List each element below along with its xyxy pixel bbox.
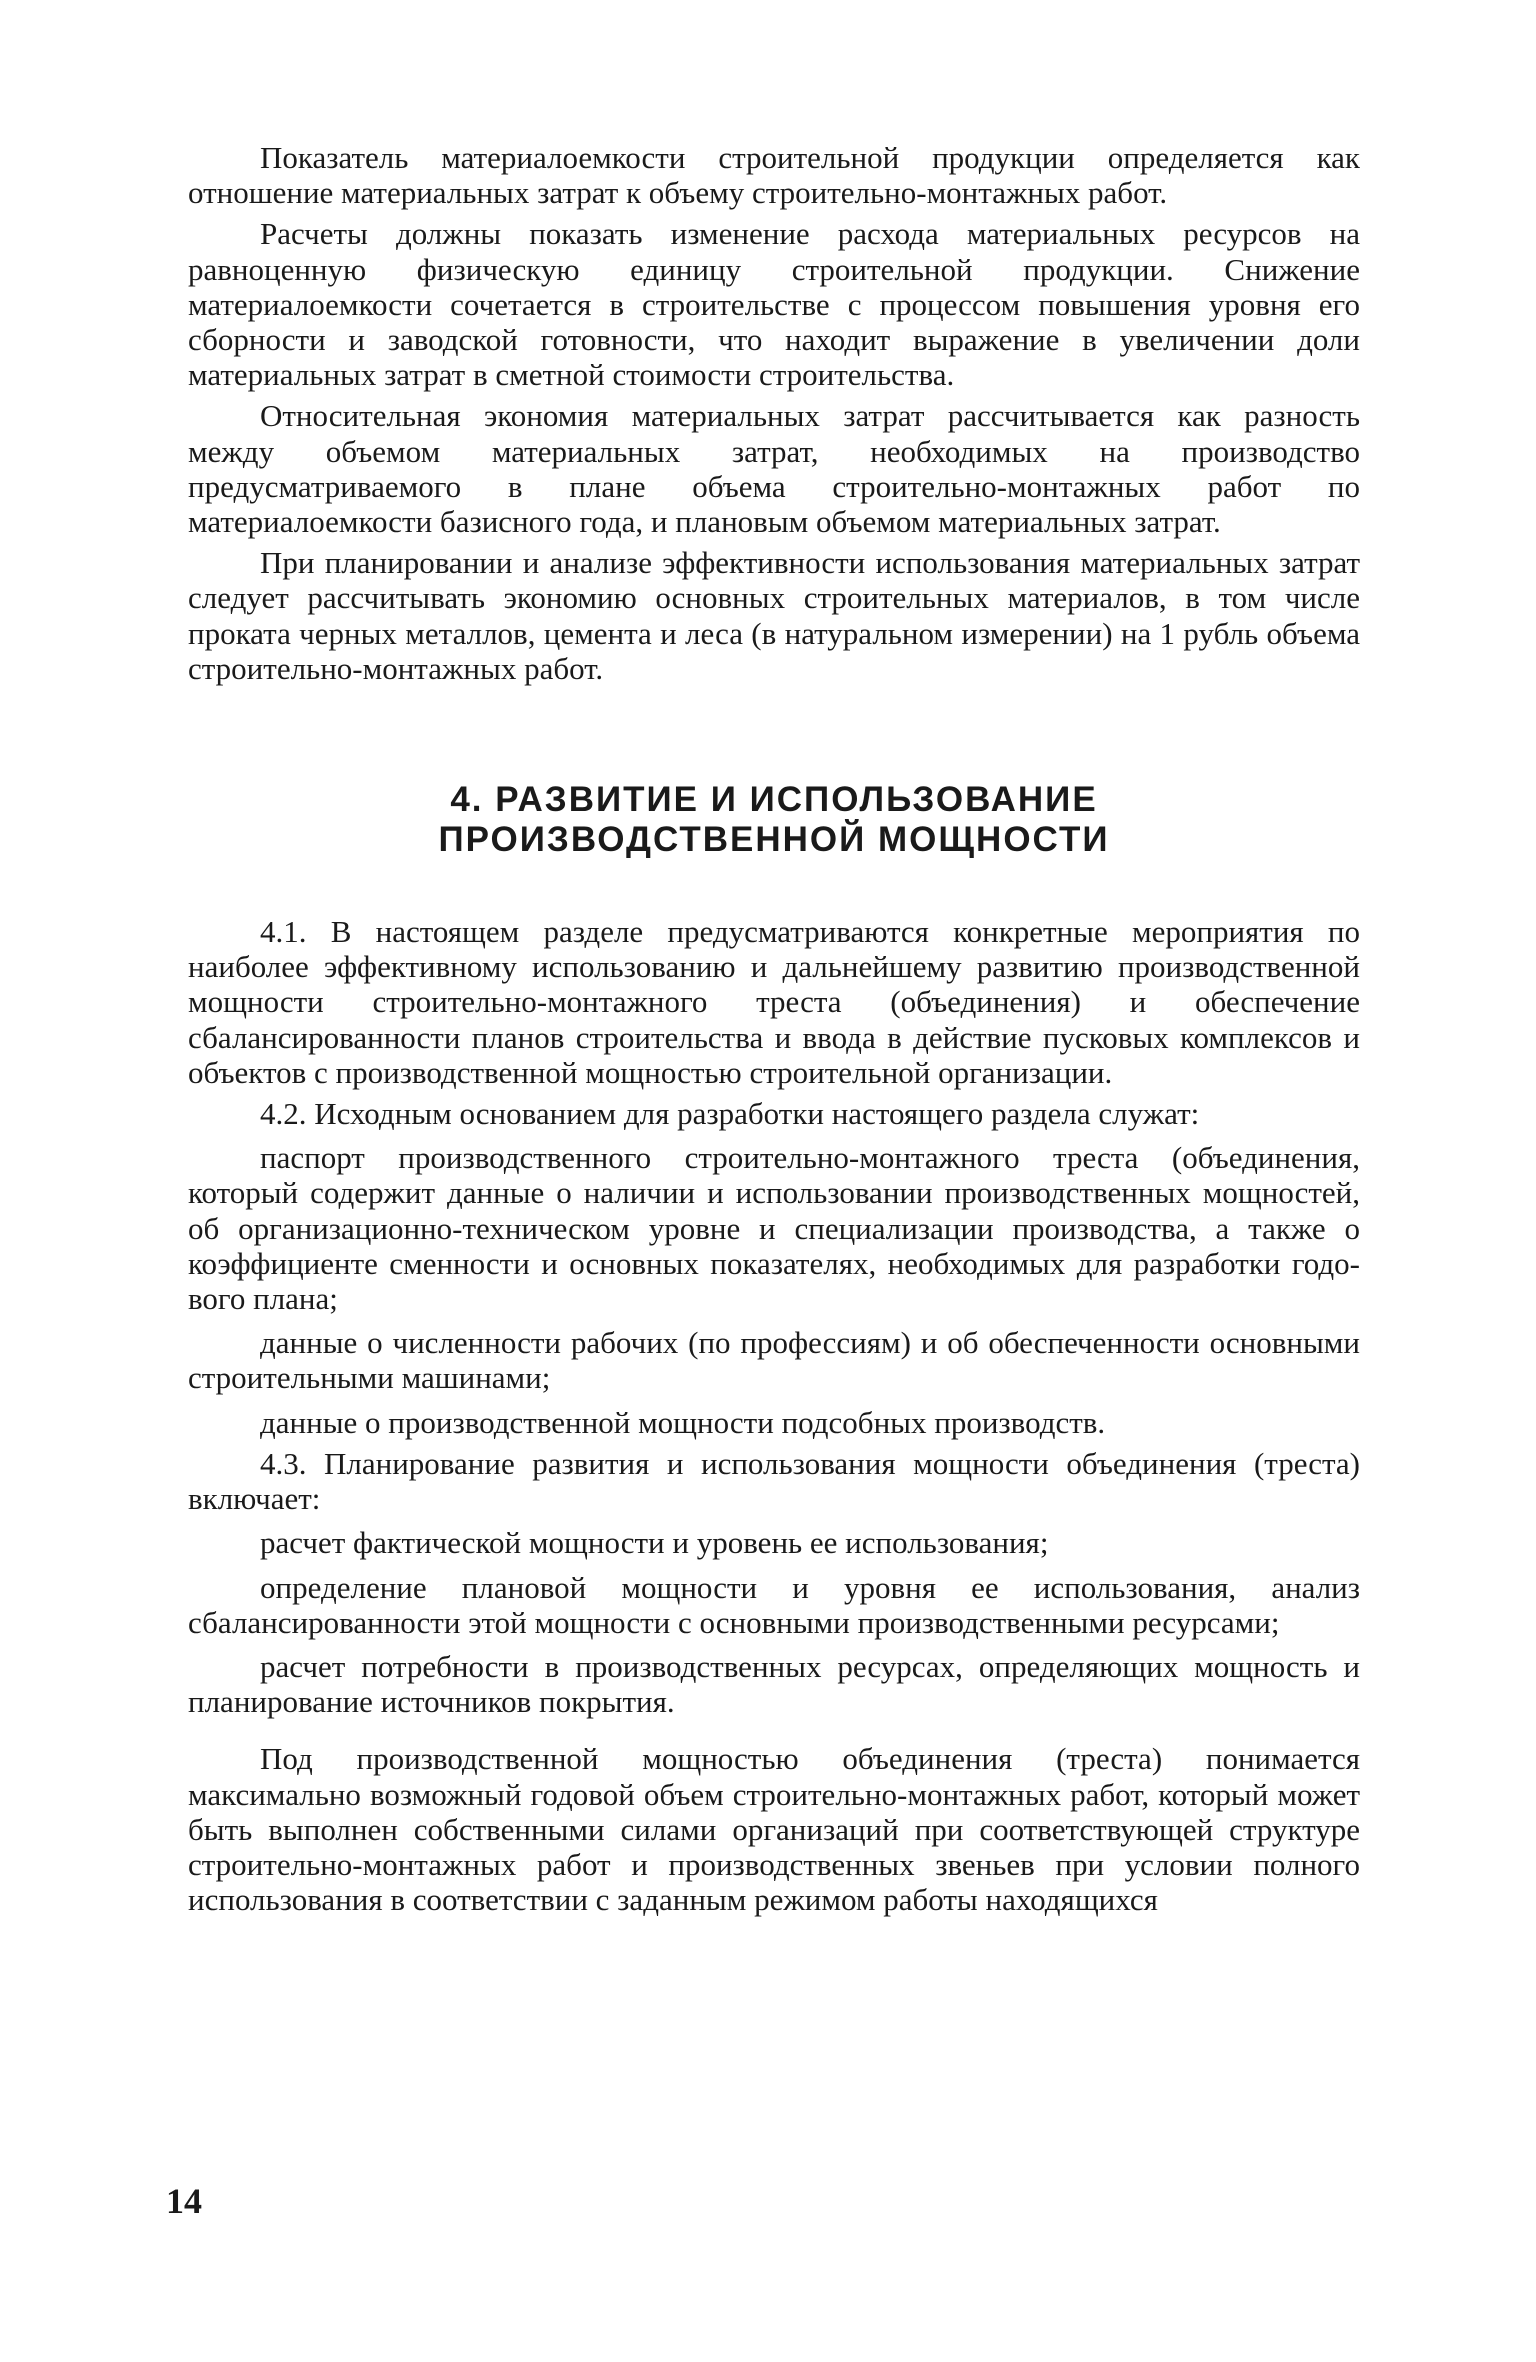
paragraph-relative-savings: Относительная экономия материальных затрат рассчитывается как разность между объемом материальных затрат, необходимых на производство предусматриваемого в плане объема строительно-монтажных работ по материалоемкости базисного года, и плановым объемом материальных затрат. [188,398,1360,540]
paragraph-materials-intensity: Показатель материалоемкости строительной продукции определяется как отношение материальных затрат к объему строительно-монтажных работ. [188,140,1360,211]
paragraph-calculations: Расчеты должны показать изменение расхода материальных ресурсов на равноценную физическую единицу строительной продукции. Снижение материалоемкости сочетается в строительстве с процессом повышения уровня его сборности и заводской готовности, что находит выражение в увеличении доли материальных затрат в сметной стоимости строительства. [188,216,1360,393]
list-item-passport: паспорт производственного строительно-монтажного треста (объединения, который содержит данные о наличии и использовании производственных мощностей, об организационно-техническом уровне и специализации производства, а также о коэффициенте сменности и основных показателях, необходимых для разработки годового плана; [188,1140,1360,1317]
section-heading-line-2: ПРОИЗВОДСТВЕННОЙ МОЩНОСТИ [438,820,1110,860]
page-number: 14 [166,2181,202,2221]
paragraph-capacity-definition: Под производственной мощностью объединения (треста) понимается максимально возможный годовой объем строительно-монтажных работ, который может быть выполнен собственными силами организаций при соответствующей структуре строительно-монтажных работ и производственных звеньев при условии полного использования в соответствии с заданным режимом работы находящихся [188,1741,1360,1918]
list-item-auxiliary-capacity: данные о производственной мощности подсобных производств. [260,1404,1106,1440]
list-item-resource-needs: расчет потребности в производственных ресурсах, определяющих мощность и планирование источников покрытия. [188,1648,1360,1720]
section-heading [188,780,1360,860]
section-heading-line-1: 4. РАЗВИТИЕ И ИСПОЛЬЗОВАНИЕ [450,780,1098,820]
list-item-actual-capacity: расчет фактической мощности и уровень ее использования; [260,1525,1049,1561]
paragraph-4-3: 4.3. Планирование развития и использования мощности объединения (треста) включает: [188,1445,1360,1517]
paragraph-4-2: 4.2. Исходным основанием для разработки настоящего раздела служат: [260,1096,1200,1132]
list-item-workers-data: данные о численности рабочих (по профессиям) и об обеспеченности основными строительными машинами; [188,1325,1360,1396]
list-item-planned-capacity: определение плановой мощности и уровня ее использования, анализ сбалансированности этой мощности с основными производственными ресурсами; [188,1569,1360,1640]
paragraph-planning-analysis: При планировании и анализе эффективности использования материальных затрат следует рассчитывать экономию основных строительных материалов, в том числе проката черных металлов, цемента и леса (в натуральном измерении) на 1 рубль объема строительно-монтажных работ. [188,545,1360,686]
page-content [188,140,1360,1917]
paragraph-4-1: 4.1. В настоящем разделе предусматриваются конкретные мероприятия по наиболее эффективному использованию и дальнейшему развитию производственной мощности строительно-монтажного треста (объединения) и обеспечение сбалансированности планов строительства и ввода в действие пусковых комплексов и объектов с производственной мощностью строительной организации. [188,914,1360,1090]
